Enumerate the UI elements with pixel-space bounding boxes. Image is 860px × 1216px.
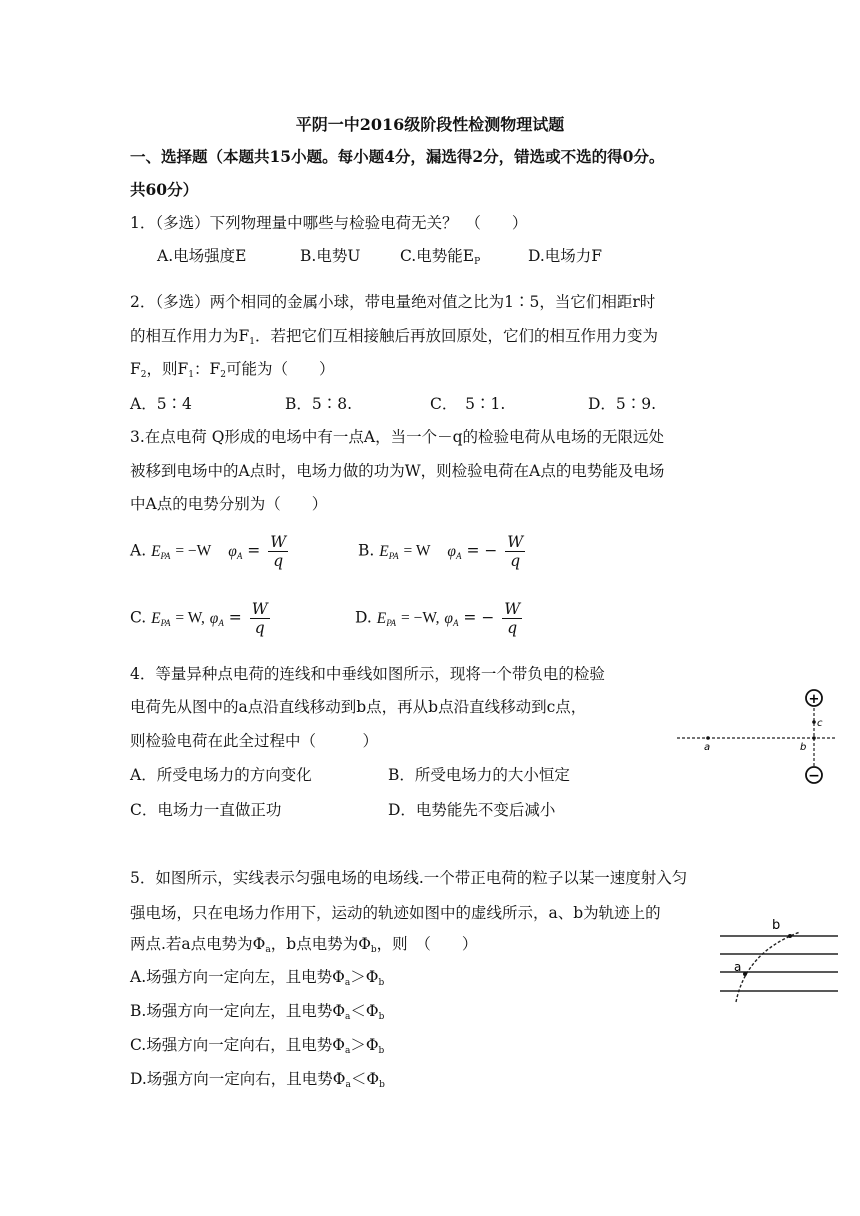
point-a-label: a [704,742,711,753]
section-heading: 一、选择题（本题共15小题。每小题4分，漏选得2分，错选或不选的得0分。 [130,147,665,166]
q4-option-a: A．所受电场力的方向变化 [130,766,312,784]
point-c-label: c [817,718,823,729]
q5-field-diagram [718,912,842,1004]
q4-stem-line3: 则检验电荷在此全过程中（ ） [130,732,379,750]
q2-stem-line3: $F_2$，则$F_1$：$F_2$可能为（ ） [130,360,335,380]
q5-option-b: B.场强方向一定向左，且电势$\Phi_a<\Phi_b$ [130,1002,385,1022]
q1-option-d: D.电场力F [528,247,603,265]
q3-option-c: C. $E_{PA} = W$, $\varphi_A$ = $\frac{W}{q}$ [130,600,268,637]
q4-field-diagram [672,684,842,789]
point-a-dot [743,972,747,976]
point-a-dot [706,736,710,740]
q4-stem-line1: 4．等量异种点电荷的连线和中垂线如图所示，现将一个带负电的检验 [130,665,605,683]
point-c-dot [812,720,816,724]
q3-option-d: D. $E_{PA} = -W$, $\varphi_A$ = − $\frac{W}{q}$ [355,600,521,637]
q3-option-a: A. $E_{PA} = -W$ $\varphi_A$ = $\frac{W}{q}$ [130,533,287,570]
q2-option-c: C． 5∶1. [430,395,506,413]
q3-stem-line2: 被移到电场中的A点时，电场力做的功为W，则检验电荷在A点的电势能及电场 [130,462,665,480]
negative-charge-sign: − [808,768,820,784]
point-b-label: b [772,918,781,933]
q1-stem: 1．（多选）下列物理量中哪些与检验电荷无关？ （ ） [130,214,528,232]
q5-stem-line2: 强电场，只在电场力作用下，运动的轨迹如图中的虚线所示，a、b为轨迹上的 [130,904,661,922]
q4-option-c: C．电场力一直做正功 [130,801,282,819]
q2-option-d: D．5∶9. [588,395,657,413]
q4-option-b: B．所受电场力的大小恒定 [388,766,570,784]
q1-option-a: A.电场强度E [157,247,247,265]
q5-option-c: C.场强方向一定向右，且电势$\Phi_a>\Phi_b$ [130,1036,385,1056]
q4-stem-line2: 电荷先从图中的a点沿直线移动到b点，再从b点沿直线移动到c点， [130,698,587,716]
q5-stem-line1: 5．如图所示，实线表示匀强电场的电场线.一个带正电荷的粒子以某一速度射入匀 [130,869,688,887]
q1-option-b: B.电势U [300,247,361,265]
q2-option-b: B．5∶8. [285,395,353,413]
q2-stem-line2: 的相互作用力为$F_1$．若把它们互相接触后再放回原处，它们的相互作用力变为 [130,327,659,347]
q5-option-d: D.场强方向一定向右，且电势$\Phi_a<\Phi_b$ [130,1070,385,1090]
point-b-dot [788,934,792,938]
q3-option-b: B. $E_{PA} = W$ $\varphi_A$ = − $\frac{W}{q}$ [358,533,524,570]
q2-option-a: A．5∶4 [130,395,192,413]
q5-option-a: A.场强方向一定向左，且电势$\Phi_a>\Phi_b$ [130,968,385,988]
q4-option-d: D．电势能先不变后减小 [388,801,556,819]
point-a-label: a [734,960,742,974]
q3-stem-line3: 中A点的电势分别为（ ） [130,495,328,513]
point-b-label: b [800,742,807,753]
q2-stem-line1: 2．（多选）两个相同的金属小球，带电量绝对值之比为1∶5，当它们相距r时 [130,293,656,311]
section-heading-cont: 共60分） [130,180,199,199]
q3-stem-line1: 3.在点电荷 Q形成的电场中有一点A，当一个－q的检验电荷从电场的无限远处 [130,428,665,446]
q1-option-c: C.电势能$E_P$ [400,247,481,267]
q5-stem-line3: 两点.若a点电势为$\Phi_a$，b点电势为$\Phi_b$，则 （ ） [130,935,478,955]
page-title: 平阴一中2016级阶段性检测物理试题 [295,115,565,134]
point-b-dot [812,736,816,740]
positive-charge-sign: + [808,692,820,707]
